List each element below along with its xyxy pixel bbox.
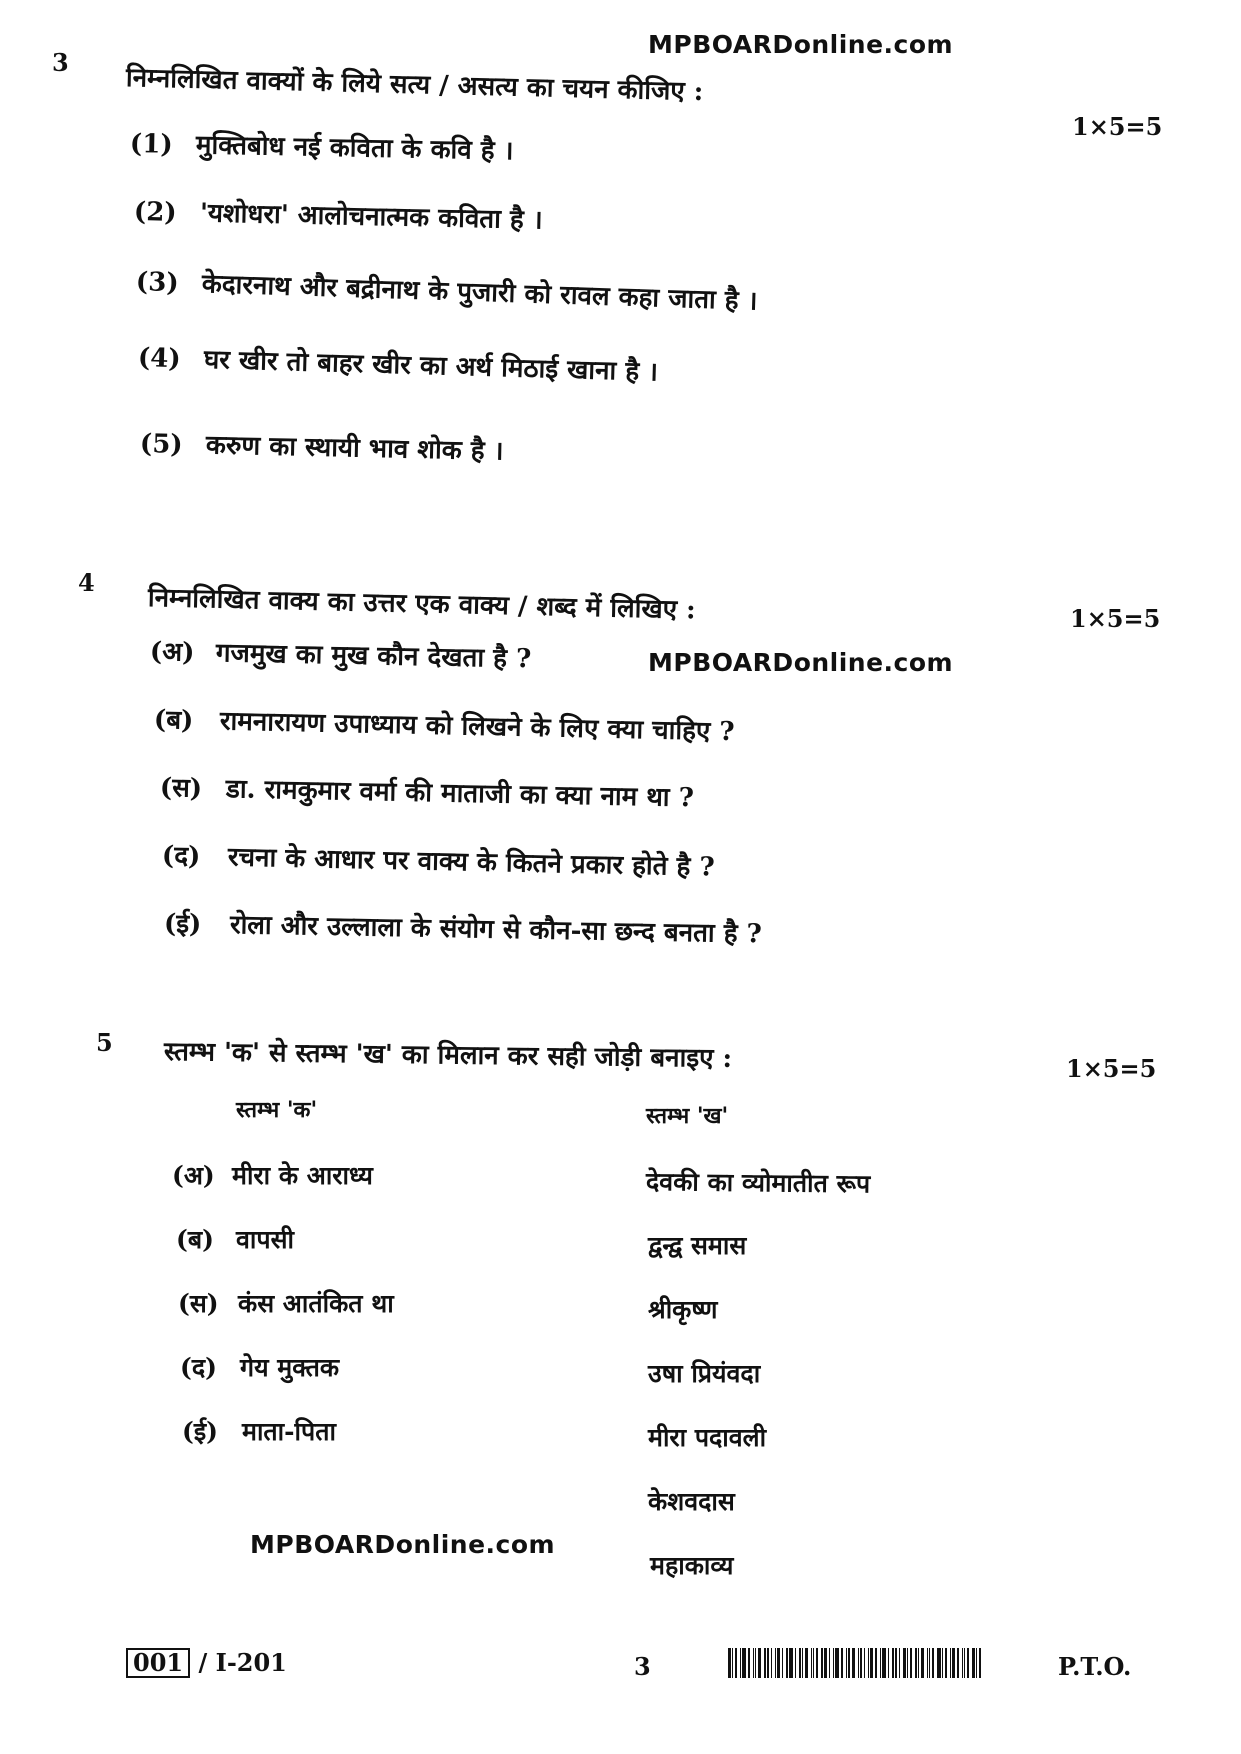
q3-question: निम्नलिखित वाक्यों के लिये सत्य / असत्य का चयन कीजिए : [125,63,704,108]
serial-code-box: 001 [126,1648,190,1678]
q3-item-text: मुक्तिबोध नई कविता के कवि है । [195,130,514,167]
q4-item-text: गजमुख का मुख कौन देखता है ? [215,638,532,675]
column-a-item-label: (ई) [182,1417,218,1446]
column-a-item-text: माता-पिता [242,1417,336,1446]
column-a-item-text: वापसी [236,1225,294,1254]
q5-marks: 1×5=5 [1066,1054,1157,1083]
column-b-item-1: देवकी का व्योमातीत रूप [645,1167,871,1199]
q4-item-label: (ई) [163,909,202,940]
q4-item-text: डा. रामकुमार वर्मा की माताजी का क्या नाम था ? [225,774,695,814]
column-b-item-5: मीरा पदावली [648,1423,767,1452]
q3-item-4 [137,338,658,389]
q4-item-c [160,768,695,814]
q3-marks: 1×5=5 [1072,112,1163,141]
watermark-top: MPBOARDonline.com [648,30,954,59]
q4-marks: 1×5=5 [1070,604,1161,633]
paper-id: / I-201 [198,1648,287,1677]
column-b-header: स्तम्भ 'ख' [646,1103,729,1129]
q3-item-2 [134,192,543,237]
q4-item-text: रचना के आधार पर वाक्य के कितने प्रकार होते है ? [227,842,715,883]
q5-number: 5 [96,1028,113,1057]
q4-item-label: (अ) [149,637,195,668]
pto-label: P.T.O. [1058,1652,1132,1681]
column-a-item-b [176,1222,294,1256]
q4-number: 4 [78,568,95,597]
q3-item-5 [140,424,504,468]
q3-item-label: (3) [135,267,180,299]
column-b-item-6: केशवदास [648,1487,735,1516]
column-a-item-label: (स) [178,1289,219,1318]
column-a-item-a [172,1158,373,1192]
q4-item-text: रामनारायण उपाध्याय को लिखने के लिए क्या चाहिए ? [219,706,735,748]
q5-question: स्तम्भ 'क' से स्तम्भ 'ख' का मिलान कर सही जोड़ी बनाइए : [163,1037,733,1074]
q4-item-a [150,632,532,675]
column-a-item-c [178,1286,394,1320]
barcode-icon [728,1648,984,1678]
q4-item-label: (ब) [153,705,194,736]
q4-item-e [164,904,762,950]
column-a-item-text: मीरा के आराध्य [232,1161,373,1190]
watermark-bottom: MPBOARDonline.com [250,1530,556,1559]
column-a-item-text: गेय मुक्तक [240,1353,340,1382]
q3-item-text: केदारनाथ और बद्रीनाथ के पुजारी को रावल कहा जाता है । [201,269,758,317]
column-b-item-7: महाकाव्य [650,1551,734,1580]
q4-item-b [154,700,735,748]
q3-item-label: (4) [137,343,182,375]
column-a-header: स्तम्भ 'क' [236,1097,318,1123]
column-a-item-text: कंस आतंकित था [238,1289,394,1318]
column-b-item-3: श्रीकृष्ण [648,1295,718,1324]
q3-item-text: घर खीर तो बाहर खीर का अर्थ मिठाई खाना है । [203,344,659,388]
q4-item-d [162,836,715,884]
column-a-item-e [182,1414,336,1448]
column-a-item-d [180,1350,339,1384]
q3-number: 3 [52,48,69,77]
q3-item-label: (1) [129,129,173,160]
q4-question: निम्नलिखित वाक्य का उत्तर एक वाक्य / शब्द में लिखिए : [147,583,696,626]
q4-item-label: (स) [159,773,203,804]
watermark-middle: MPBOARDonline.com [648,648,954,677]
q3-item-3 [135,262,758,318]
q3-item-label: (2) [133,197,177,228]
column-b-item-4: उषा प्रियंवदा [648,1359,761,1388]
q3-item-label: (5) [139,429,183,460]
column-a-item-label: (ब) [176,1225,214,1254]
column-a-item-label: (अ) [172,1161,215,1190]
q4-item-text: रोला और उल्लाला के संयोग से कौन-सा छन्द बनता है ? [229,910,763,950]
q3-item-text: 'यशोधरा' आलोचनात्मक कविता है । [199,198,543,236]
q3-item-1 [130,124,514,167]
column-a-item-label: (द) [180,1353,217,1382]
paper-code [126,1648,287,1678]
page-number: 3 [634,1652,651,1681]
q4-item-label: (द) [161,841,201,872]
q3-item-text: करुण का स्थायी भाव शोक है । [205,430,504,467]
column-b-item-2: द्वन्द्व समास [648,1231,747,1260]
